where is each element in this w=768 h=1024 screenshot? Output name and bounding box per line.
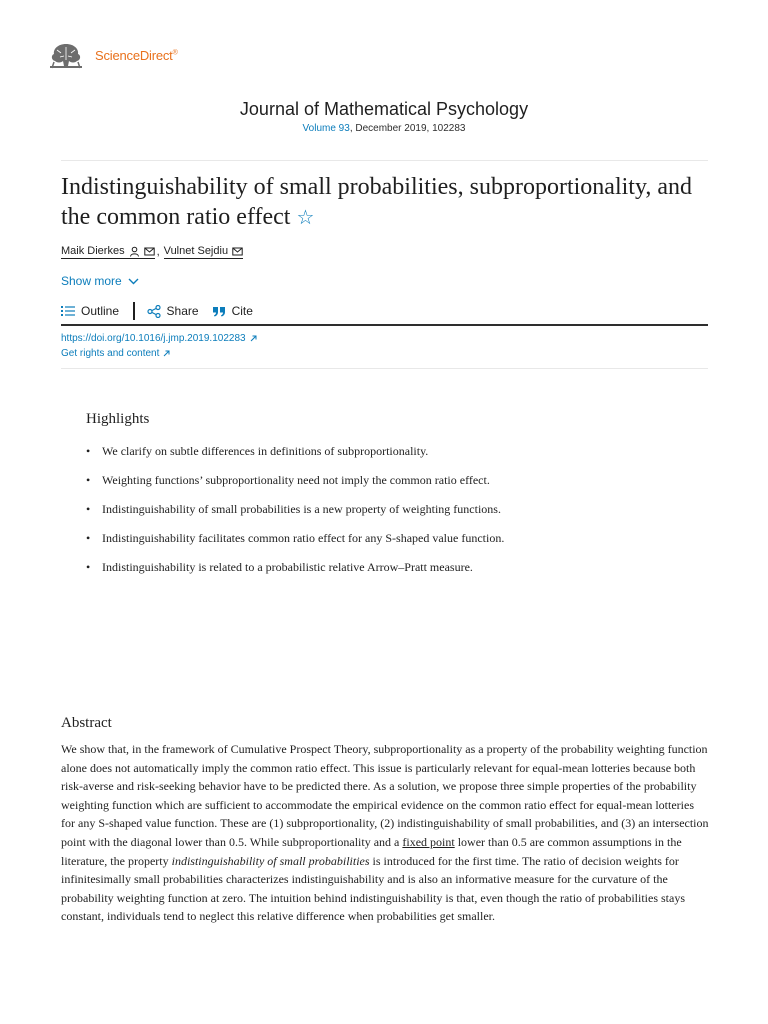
rights-link[interactable]: Get rights and content (61, 348, 170, 359)
toolbar-divider (133, 302, 135, 320)
cite-button[interactable]: Cite (213, 304, 253, 318)
star-icon[interactable]: ☆ (296, 207, 315, 229)
list-icon (61, 305, 75, 317)
highlights-heading: Highlights (86, 411, 150, 427)
mail-icon (232, 246, 243, 257)
external-link-icon (250, 335, 257, 342)
highlights-list (86, 442, 506, 587)
volume-info (0, 123, 768, 134)
list-item: • Indistinguishability facilitates common ratio effect for any S-shaped value function. (86, 531, 505, 545)
show-more-button[interactable]: Show more (61, 274, 139, 288)
list-item: • We clarify on subtle differences in definitions of subproportionality. (86, 444, 429, 458)
fixed-point-link[interactable]: fixed point (402, 834, 455, 849)
meta-divider (61, 368, 708, 369)
external-link-icon (163, 350, 170, 357)
share-icon (147, 305, 161, 318)
volume-link[interactable]: Volume 93 (302, 123, 350, 134)
sciencedirect-logo[interactable] (48, 40, 178, 70)
article-title: Indistinguishability of small probabilities, subproportionality, and the common ratio effect ☆ (61, 174, 693, 230)
author-separator: , (156, 246, 160, 258)
article-toolbar (61, 300, 253, 322)
toolbar-underline (61, 324, 708, 326)
outline-button[interactable]: Outline (61, 304, 119, 318)
header-divider (61, 160, 708, 161)
doi-link[interactable]: https://doi.org/10.1016/j.jmp.2019.102283 (61, 333, 257, 344)
list-item: • Indistinguishability of small probabilities is a new property of weighting functions. (86, 502, 501, 516)
share-button[interactable]: Share (147, 304, 199, 318)
abstract-heading: Abstract (61, 715, 112, 731)
author-link[interactable]: Maik Dierkes (61, 245, 155, 259)
list-item: • Weighting functions’ subproportionality need not imply the common ratio effect. (86, 473, 490, 487)
quote-icon (213, 306, 226, 317)
issue-details: , December 2019, 102283 (349, 123, 466, 134)
author-list (61, 245, 243, 259)
abstract-text: We show that, in the framework of Cumulative Prospect Theory, subproportionality as a property of the probability weighting function alone does not automatically imply the common ratio effect. This issue is particularly relevant for equal-mean lotteries because both risk-averse and risk-seeking behavior have to be predicted there. As a solution, we propose three simple properties of the probability weighting function which are sufficient to accommodate the empirical evidence on the common ratio effect for equal-mean lotteries for any S-shaped value function. These are (1) subproportionality, (2) indistinguishability of small probabilities, and (3) an intersection point with the diagonal lower than 0.5. While subproportionality and a fixed point lower than 0.5 are common assumptions in the literature, the property indistinguishability of small probabilities is introduced for the first time. The ratio of decision weights for infinitesimally small probabilities characterizes indistinguishability and is also an informative measure for the curvature of the probability weighting function at zero. The intuition behind indistinguishability is that, even though the ratio of probabilities stays constant, individuals tend to neglect this relative difference when probabilities get smaller. (61, 742, 709, 924)
journal-name[interactable]: Journal of Mathematical Psychology (239, 99, 529, 119)
author-link[interactable]: Vulnet Sejdiu (164, 245, 243, 259)
elsevier-tree-logo (48, 40, 84, 70)
mail-icon (144, 246, 155, 257)
list-item: • Indistinguishability is related to a probabilistic relative Arrow–Pratt measure. (86, 560, 473, 574)
chevron-down-icon (128, 278, 139, 285)
person-icon (129, 246, 140, 257)
brand-name: ScienceDirect® (95, 47, 178, 63)
